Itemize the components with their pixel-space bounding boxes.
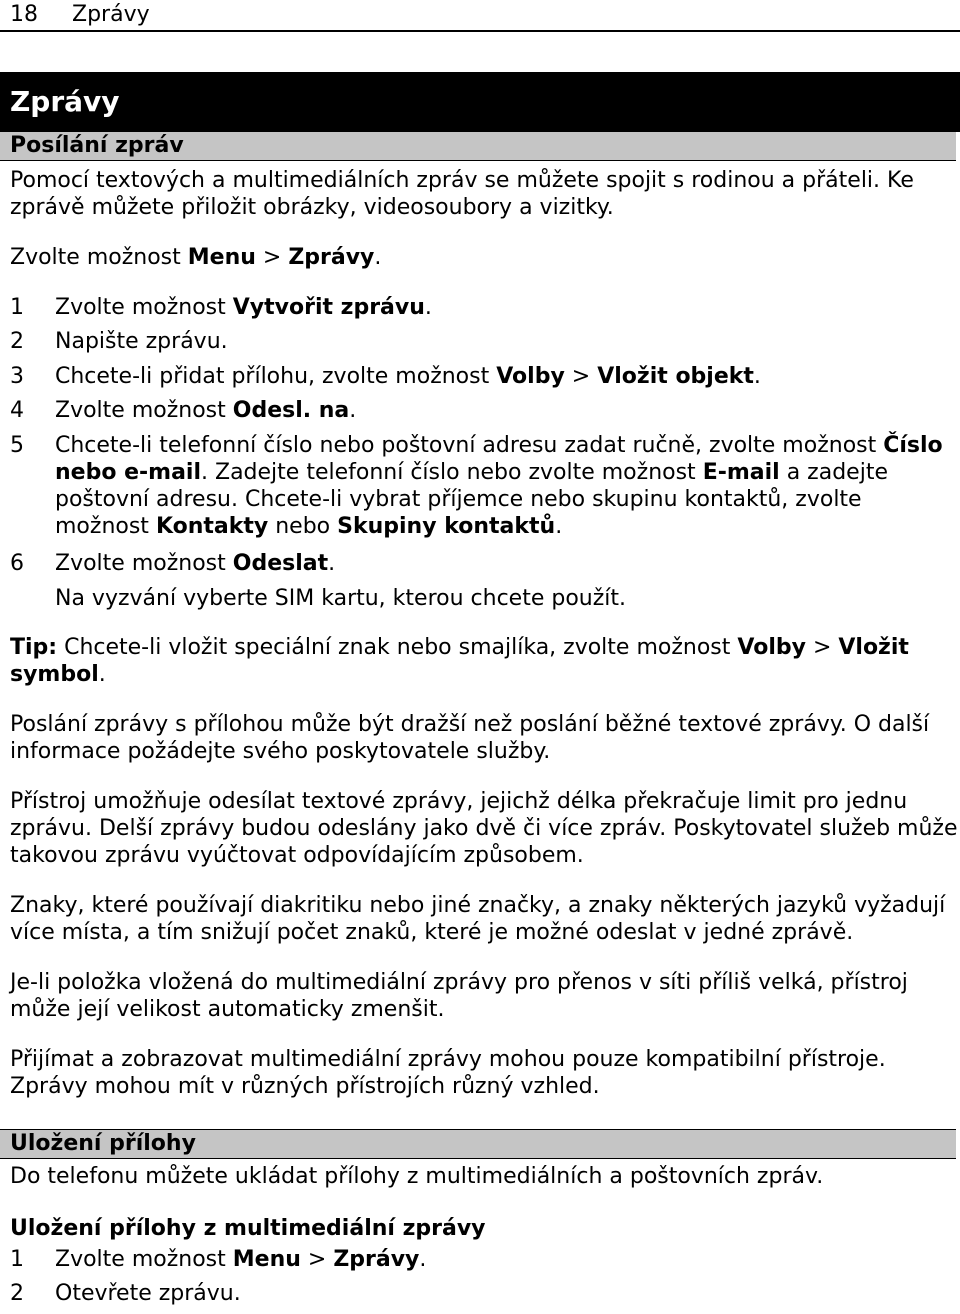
step-number: 2 xyxy=(10,329,24,354)
section-heading-sending xyxy=(0,131,956,161)
paragraph-line: takovou zprávu vyúčtovat odpovídajícím způsobem. xyxy=(10,843,584,868)
path-end: . xyxy=(374,245,382,270)
step-end: . xyxy=(424,295,432,320)
step-option: Odeslat xyxy=(232,551,329,576)
intro-paragraph xyxy=(10,167,950,221)
step-number: 3 xyxy=(10,364,24,389)
step-note-text: Na vyzvání vyberte SIM kartu, kterou chcete použít. xyxy=(55,586,627,611)
paragraph-line: Je-li položka vložená do multimediální zprávy pro přenos v síti příliš velká, přístroj xyxy=(10,970,908,995)
step-end: . xyxy=(555,514,563,539)
step-option: Menu xyxy=(232,1247,301,1272)
step-end: . xyxy=(328,551,336,576)
tip-separator: > xyxy=(805,635,839,660)
list-item xyxy=(10,432,950,542)
chapter-title-bar xyxy=(0,72,960,132)
step-option: Zprávy xyxy=(333,1247,420,1272)
section-title: Uložení přílohy xyxy=(10,1131,196,1156)
step-text: nebo xyxy=(268,514,338,539)
tip-end: . xyxy=(98,662,106,687)
step-text: možnost xyxy=(55,514,156,539)
step-text: Chcete-li přidat přílohu, zvolte možnost xyxy=(55,364,497,389)
step-separator: > xyxy=(300,1247,334,1272)
intro-line: Do telefonu můžete ukládat přílohy z multimediálních a poštovních zpráv. xyxy=(10,1164,824,1189)
paragraph-line: zprávu. Delší zprávy budou odeslány jako dvě či více zpráv. Poskytovatel služeb může xyxy=(10,816,958,841)
step-number: 5 xyxy=(10,433,24,458)
path-separator: > xyxy=(255,245,289,270)
paragraph-line: více místa, a tím snižují počet znaků, které je možné odeslat v jedné zprávě. xyxy=(10,920,854,945)
paragraph-line: Poslání zprávy s přílohou může být dražší než poslání běžné textové zprávy. O další xyxy=(10,712,930,737)
intro-line-1: Pomocí textových a multimediálních zpráv se můžete spojit s rodinou a přáteli. Ke xyxy=(10,168,914,193)
step-option: Číslo xyxy=(883,433,943,458)
paragraph xyxy=(10,788,958,869)
section-heading-attachments xyxy=(0,1129,956,1159)
step-separator: > xyxy=(564,364,598,389)
step-end: . xyxy=(753,364,761,389)
step-option: E-mail xyxy=(702,460,780,485)
paragraph-line: může její velikost automaticky zmenšit. xyxy=(10,997,445,1022)
step-text: poštovní adresu. Chcete-li vybrat příjemce nebo skupinu kontaktů, zvolte xyxy=(55,487,862,512)
tip-paragraph xyxy=(10,634,950,688)
path-prefix: Zvolte možnost xyxy=(10,245,188,270)
step-number: 6 xyxy=(10,551,24,576)
paragraph xyxy=(10,892,950,946)
subheading: Uložení přílohy z multimediální zprávy xyxy=(10,1216,486,1241)
step-text: Zvolte možnost xyxy=(55,551,233,576)
step-option: nebo e-mail xyxy=(55,460,202,485)
tip-label: Tip: xyxy=(10,635,58,660)
attachments-intro xyxy=(10,1163,950,1190)
step-number: 4 xyxy=(10,398,24,423)
step-end: . xyxy=(419,1247,427,1272)
chapter-title: Zprávy xyxy=(10,85,120,118)
step-text: . Zadejte telefonní číslo nebo zvolte možnost xyxy=(201,460,703,485)
step-number: 1 xyxy=(10,1247,24,1272)
step-text: Otevřete zprávu. xyxy=(55,1281,241,1306)
step-option: Odesl. na xyxy=(232,398,350,423)
paragraph-line: Znaky, které používají diakritiku nebo jiné značky, a znaky některých jazyků vyžadují xyxy=(10,893,946,918)
step-option: Volby xyxy=(496,364,565,389)
paragraph-line: Přístroj umožňuje odesílat textové zprávy, jejichž délka překračuje limit pro jednu xyxy=(10,789,908,814)
paragraph-line: Zprávy mohou mít v různých přístrojích různý vzhled. xyxy=(10,1074,600,1099)
page-number: 18 xyxy=(10,2,38,27)
tip-option: Vložit xyxy=(838,635,909,660)
step-text: Zvolte možnost xyxy=(55,295,233,320)
step-number: 1 xyxy=(10,295,24,320)
step-text-block xyxy=(55,432,943,540)
step-end: . xyxy=(349,398,357,423)
step-text: Zvolte možnost xyxy=(55,1247,233,1272)
step-text: a zadejte xyxy=(779,460,888,485)
step-text: Zvolte možnost xyxy=(55,398,233,423)
paragraph xyxy=(10,969,950,1023)
intro-line-2: zprávě můžete přiložit obrázky, videosoubory a vizitky. xyxy=(10,195,614,220)
section-title: Posílání zpráv xyxy=(10,133,184,158)
tip-option: symbol xyxy=(10,662,99,687)
step-number: 2 xyxy=(10,1281,24,1306)
path-menu: Menu xyxy=(187,245,256,270)
paragraph-line: Přijímat a zobrazovat multimediální zprávy mohou pouze kompatibilní přístroje. xyxy=(10,1047,886,1072)
paragraph xyxy=(10,711,950,765)
step-option: Kontakty xyxy=(155,514,269,539)
step-text: Napište zprávu. xyxy=(55,329,228,354)
tip-text: Chcete-li vložit speciální znak nebo smajlíka, zvolte možnost xyxy=(57,635,738,660)
step-text: Chcete-li telefonní číslo nebo poštovní adresu zadat ručně, zvolte možnost xyxy=(55,433,884,458)
step-option: Vložit objekt xyxy=(597,364,754,389)
path-target: Zprávy xyxy=(288,245,375,270)
running-header xyxy=(0,0,960,32)
step-option: Skupiny kontaktů xyxy=(337,514,556,539)
header-section-name: Zprávy xyxy=(72,2,150,27)
paragraph xyxy=(10,1046,950,1100)
tip-option: Volby xyxy=(737,635,806,660)
step-option: Vytvořit zprávu xyxy=(232,295,425,320)
paragraph-line: informace požádejte svého poskytovatele služby. xyxy=(10,739,551,764)
menu-path xyxy=(10,244,950,271)
